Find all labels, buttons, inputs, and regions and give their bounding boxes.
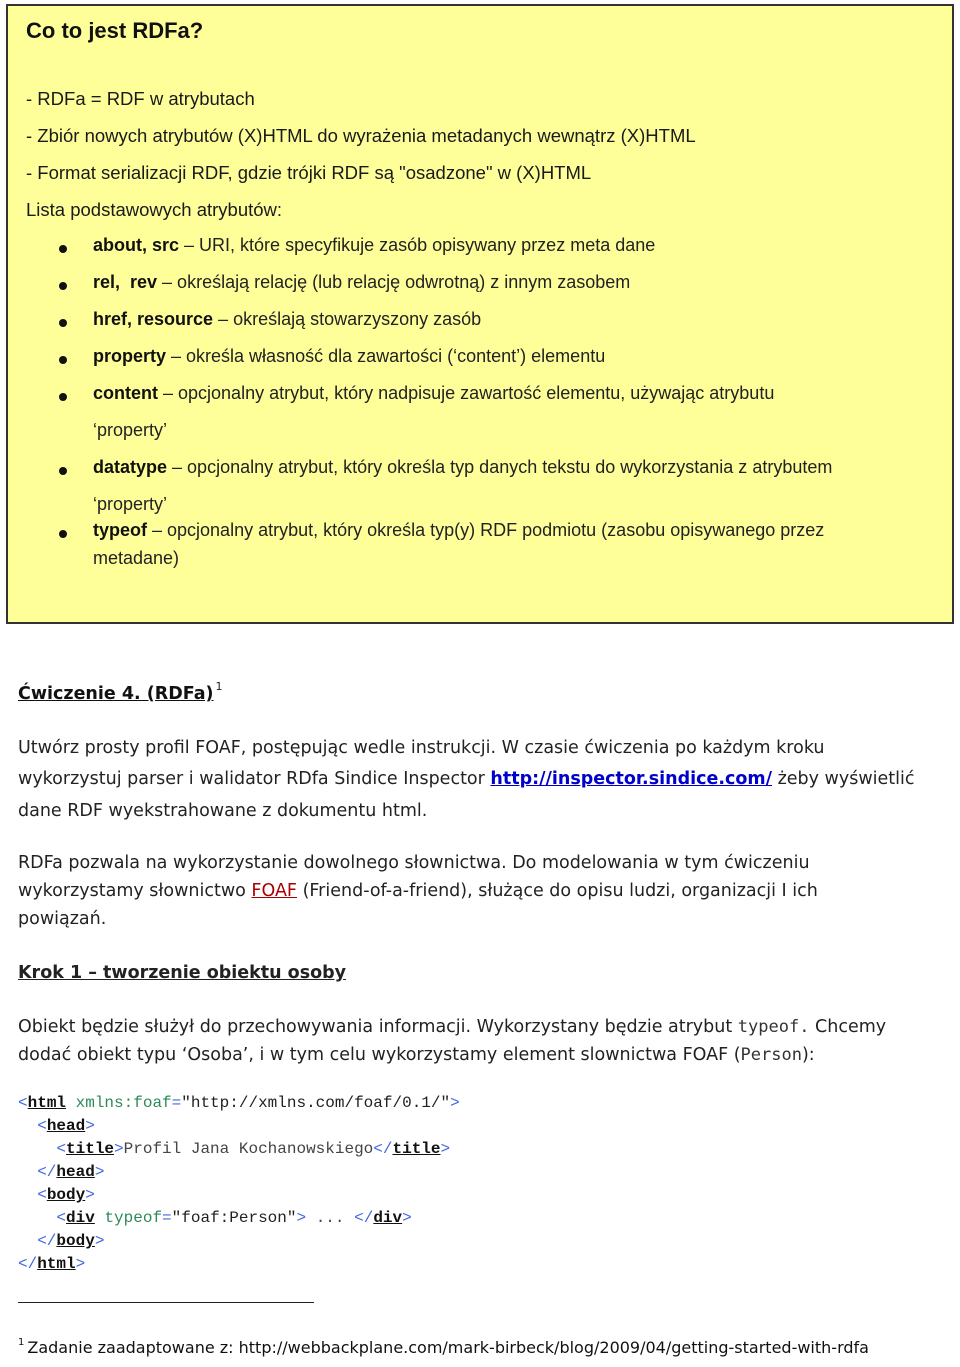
paragraph-line [18, 1017, 886, 1037]
text: dodać obiekt typu ‘Osoba’, i w tym celu wykorzystamy element slownictwa FOAF ( [18, 1045, 741, 1065]
code-tag: body [56, 1232, 95, 1250]
text: Chcemy [809, 1017, 887, 1037]
attribute-name: typeof [93, 520, 147, 540]
code-attr: xmlns:foaf [75, 1094, 172, 1112]
attribute-continuation: metadane) [93, 548, 180, 568]
footnote-divider [18, 1302, 314, 1303]
code-tag: head [46, 1117, 86, 1135]
attribute-text [93, 272, 630, 293]
exercise-heading-text: Ćwiczenie 4. (RDFa) [18, 684, 214, 704]
paragraph-line [18, 881, 818, 901]
attribute-name: rel, rev [93, 272, 158, 292]
text: (Friend-of-a-friend), służące do opisu ludzi, organizacji I ich [297, 881, 818, 901]
code-line: <head> [37, 1117, 95, 1135]
code-attr: typeof [104, 1209, 163, 1227]
code-value: "foaf:Person" [171, 1209, 297, 1227]
code-tag: html [37, 1255, 76, 1273]
code-tag: title [66, 1140, 115, 1158]
footnote [18, 1338, 869, 1357]
bullet-icon [59, 282, 67, 290]
code-line: </head> [37, 1163, 105, 1181]
footnote-mark: 1 [18, 1337, 25, 1348]
attribute-continuation: ‘property’ [93, 420, 168, 440]
attribute-desc: – URI, które specyfikuje zasób opisywany przez meta dane [179, 235, 656, 255]
exercise-heading [18, 680, 223, 704]
code-text: Profil Jana Kochanowskiego [123, 1140, 374, 1158]
box-line: - RDFa = RDF w atrybutach [26, 88, 255, 109]
box-title: Co to jest RDFa? [26, 18, 204, 43]
code-line: </body> [37, 1232, 105, 1250]
attribute-name: about, src [93, 235, 180, 255]
sindice-inspector-link[interactable]: http://inspector.sindice.com/ [490, 769, 773, 789]
code-tag: div [66, 1209, 95, 1227]
paragraph-line [18, 1045, 815, 1065]
attribute-name: content [93, 383, 158, 403]
attribute-text [93, 235, 655, 256]
bullet-icon [59, 245, 67, 253]
box-line: - Format serializacji RDF, gdzie trójki RDF są "osadzone" w (X)HTML [26, 162, 592, 183]
bullet-icon [59, 393, 67, 401]
paragraph-line [18, 769, 915, 789]
code-tag: body [46, 1186, 86, 1204]
paragraph-line: powiązań. [18, 909, 107, 929]
footnote-text: Zadanie zaadaptowane z: http://webbackplane.com/mark-birbeck/blog/2009/04/getting-started-with-rdfa [27, 1338, 869, 1357]
code-line: <html xmlns:foaf="http://xmlns.com/foaf/0.1/"> [18, 1094, 460, 1112]
attribute-desc: – określają stowarzyszony zasób [213, 309, 482, 329]
code-line: <div typeof="foaf:Person"> ... </div> [56, 1209, 412, 1227]
footnote-ref[interactable]: 1 [215, 680, 223, 693]
bullet-icon [59, 467, 67, 475]
attribute-desc: – określa własność dla zawartości (‘content’) elementu [166, 346, 606, 366]
code-line: <body> [37, 1186, 95, 1204]
text: wykorzystuj parser i walidator RDfa Sindice Inspector [18, 769, 491, 789]
attribute-name: datatype [93, 457, 168, 477]
text: wykorzystamy słownictwo [18, 881, 252, 901]
attribute-continuation: ‘property’ [93, 494, 168, 514]
inline-code: Person [740, 1045, 802, 1065]
foaf-link[interactable]: FOAF [251, 881, 297, 901]
attribute-desc: – opcjonalny atrybut, który określa typ danych tekstu do wykorzystania z atrybutem [167, 457, 833, 477]
step-heading-text: Krok 1 – tworzenie obiektu osoby [18, 963, 347, 983]
bullet-icon [59, 356, 67, 364]
inline-code: typeof. [737, 1017, 810, 1037]
paragraph-line: dane RDF wyekstrahowane z dokumentu html. [18, 801, 428, 821]
bullet-icon [59, 530, 67, 538]
code-line: </html> [18, 1255, 86, 1273]
attribute-text [93, 383, 774, 404]
bullet-icon [59, 319, 67, 327]
attribute-text [93, 520, 824, 541]
box-line: - Zbiór nowych atrybutów (X)HTML do wyrażenia metadanych wewnątrz (X)HTML [26, 125, 696, 146]
attribute-text [93, 309, 481, 330]
attribute-desc: – opcjonalny atrybut, który określa typ(y) RDF podmiotu (zasobu opisywanego przez [147, 520, 825, 540]
attribute-text [93, 457, 832, 478]
code-line: <title>Profil Jana Kochanowskiego</title> [56, 1140, 451, 1158]
attribute-name: property [93, 346, 167, 366]
box-line: Lista podstawowych atrybutów: [26, 199, 283, 220]
code-value: "http://xmlns.com/foaf/0.1/" [181, 1094, 451, 1112]
attribute-text [93, 346, 605, 367]
rdfa-info-box [6, 4, 954, 624]
attribute-desc: – opcjonalny atrybut, który nadpisuje zawartość elementu, używając atrybutu [158, 383, 775, 403]
attribute-desc: – określają relację (lub relację odwrotną) z innym zasobem [157, 272, 631, 292]
code-text: ... [315, 1209, 345, 1227]
code-tag: head [56, 1163, 95, 1181]
code-tag: html [27, 1094, 67, 1112]
text: żeby wyświetlić [772, 769, 915, 789]
step-heading [18, 963, 346, 983]
paragraph-line: RDFa pozwala na wykorzystanie dowolnego słownictwa. Do modelowania w tym ćwiczeniu [18, 853, 810, 873]
code-tag: title [392, 1140, 441, 1158]
attribute-name: href, resource [93, 309, 214, 329]
text: Obiekt będzie służył do przechowywania informacji. Wykorzystany będzie atrybut [18, 1017, 738, 1037]
text: ): [801, 1045, 815, 1065]
paragraph-line: Utwórz prosty profil FOAF, postępując wedle instrukcji. W czasie ćwiczenia po każdym kroku [18, 738, 825, 758]
code-tag: div [373, 1209, 403, 1227]
